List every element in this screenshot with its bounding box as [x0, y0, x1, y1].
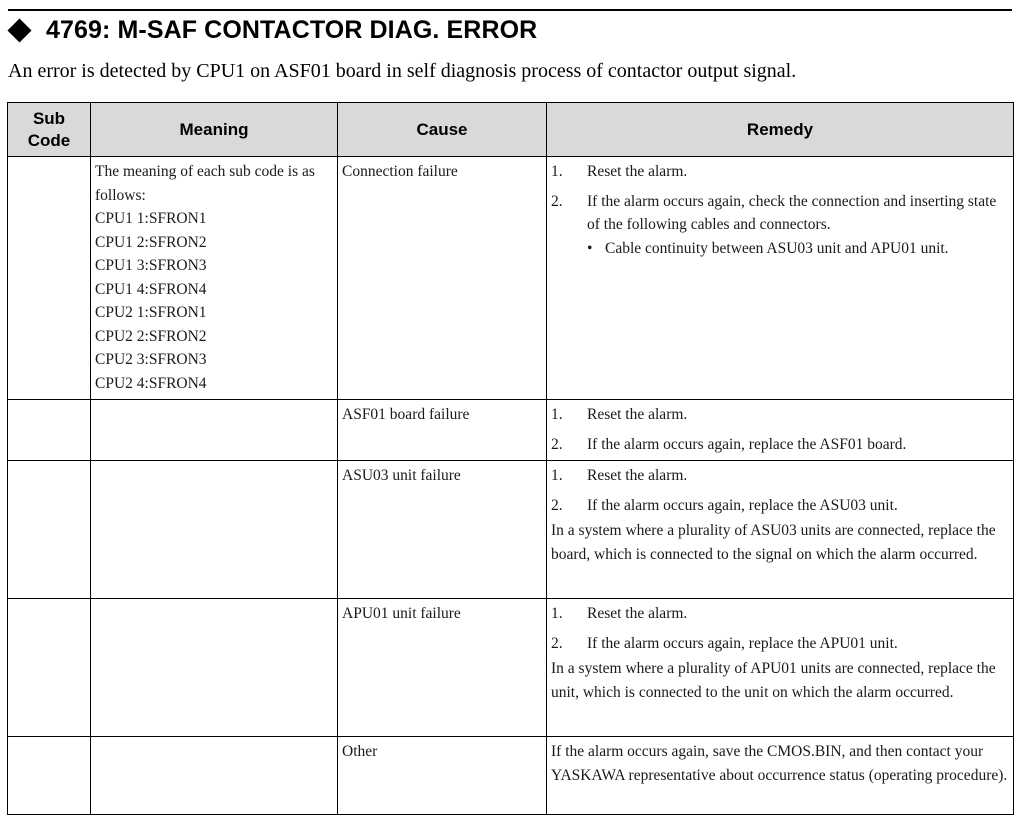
- remedy-steps: [551, 160, 1009, 237]
- list-item: [551, 403, 1009, 427]
- step-text: Reset the alarm.: [587, 163, 688, 180]
- list-item: CPU2 2:SFRON2: [95, 327, 207, 345]
- step-text: If the alarm occurs again, replace the APU01 unit.: [587, 634, 898, 652]
- list-item: [551, 464, 1009, 488]
- step-text: Reset the alarm.: [587, 406, 688, 423]
- header-sub-code: Sub Code: [8, 103, 91, 157]
- table-row: [8, 157, 1014, 400]
- cause-cell: Other: [338, 737, 547, 815]
- step-number: 1.: [551, 605, 563, 622]
- sub-code-cell: [8, 157, 91, 400]
- meaning-cell: [91, 400, 338, 461]
- remedy-steps: [551, 403, 1009, 456]
- step-text: Reset the alarm.: [587, 605, 688, 622]
- remedy-cell: [547, 157, 1014, 400]
- list-item: [551, 494, 1009, 518]
- list-item: [551, 602, 1009, 626]
- table-header-row: [8, 103, 1014, 157]
- meaning-cell: [91, 737, 338, 815]
- bullet-item: [551, 237, 1009, 261]
- list-item: [551, 160, 1009, 184]
- list-item: CPU2 1:SFRON1: [95, 304, 207, 321]
- list-item: CPU1 1:SFRON1: [95, 210, 207, 227]
- remedy-steps: [551, 602, 1009, 655]
- header-meaning: Meaning: [91, 103, 338, 157]
- remedy-cell: If the alarm occurs again, save the CMOS.BIN, and then contact your YASKAWA representative about occurrence status (operating procedure).: [547, 737, 1014, 815]
- step-text: If the alarm occurs again, replace the ASU03 unit.: [587, 496, 898, 514]
- cause-cell: ASF01 board failure: [338, 400, 547, 461]
- diamond-bullet-icon: [7, 18, 31, 42]
- list-item: [551, 190, 1009, 237]
- error-description: An error is detected by CPU1 on ASF01 board in self diagnosis process of contactor output signal.: [8, 60, 797, 82]
- sub-code-cell: [8, 461, 91, 599]
- list-item: [551, 433, 1009, 457]
- step-number: 2.: [551, 192, 563, 210]
- table-row: [8, 599, 1014, 737]
- sub-code-list: [95, 207, 333, 395]
- remedy-note: In a system where a plurality of APU01 units are connected, replace the unit, which is connected to the unit on which the alarm occurred.: [551, 660, 996, 701]
- cause-cell: APU01 unit failure: [338, 599, 547, 737]
- error-title: 4769: M-SAF CONTACTOR DIAG. ERROR: [46, 15, 538, 44]
- header-remedy: Remedy: [547, 103, 1014, 157]
- list-item: CPU1 4:SFRON4: [95, 280, 207, 298]
- cause-cell: Connection failure: [338, 157, 547, 400]
- step-text: If the alarm occurs again, replace the ASF01 board.: [587, 435, 907, 453]
- table-row: [8, 461, 1014, 599]
- table-row: [8, 737, 1014, 815]
- step-number: 2.: [551, 435, 563, 453]
- step-number: 1.: [551, 163, 563, 180]
- step-text: If the alarm occurs again, check the connection and inserting state of the following cables and connectors.: [587, 192, 997, 233]
- sub-code-cell: [8, 400, 91, 461]
- step-number: 2.: [551, 496, 563, 514]
- list-item: CPU2 4:SFRON4: [95, 374, 207, 392]
- list-item: CPU1 2:SFRON2: [95, 233, 207, 251]
- sub-code-cell: [8, 737, 91, 815]
- remedy-cell: [547, 599, 1014, 737]
- header-cause: Cause: [338, 103, 547, 157]
- step-text: Reset the alarm.: [587, 467, 688, 484]
- remedy-note: In a system where a plurality of ASU03 units are connected, replace the board, which is connected to the signal on which the alarm occurred.: [551, 522, 996, 563]
- top-rule: [8, 9, 1012, 11]
- bullet-dot-icon: •: [587, 239, 593, 257]
- meaning-cell: [91, 157, 338, 400]
- list-item: [551, 632, 1009, 656]
- remedy-steps: [551, 464, 1009, 517]
- table-row: [8, 400, 1014, 461]
- list-item: CPU1 3:SFRON3: [95, 257, 207, 274]
- step-number: 1.: [551, 467, 563, 484]
- sub-code-cell: [8, 599, 91, 737]
- step-number: 1.: [551, 406, 563, 423]
- section-heading: [8, 14, 537, 46]
- meaning-cell: [91, 461, 338, 599]
- cause-cell: ASU03 unit failure: [338, 461, 547, 599]
- meaning-cell: [91, 599, 338, 737]
- list-item: CPU2 3:SFRON3: [95, 351, 207, 368]
- remedy-cell: [547, 400, 1014, 461]
- step-number: 2.: [551, 634, 563, 652]
- meaning-intro: The meaning of each sub code is as follows:: [95, 163, 315, 204]
- diagnosis-table: [7, 102, 1014, 815]
- bullet-text: Cable continuity between ASU03 unit and APU01 unit.: [605, 239, 949, 257]
- remedy-cell: [547, 461, 1014, 599]
